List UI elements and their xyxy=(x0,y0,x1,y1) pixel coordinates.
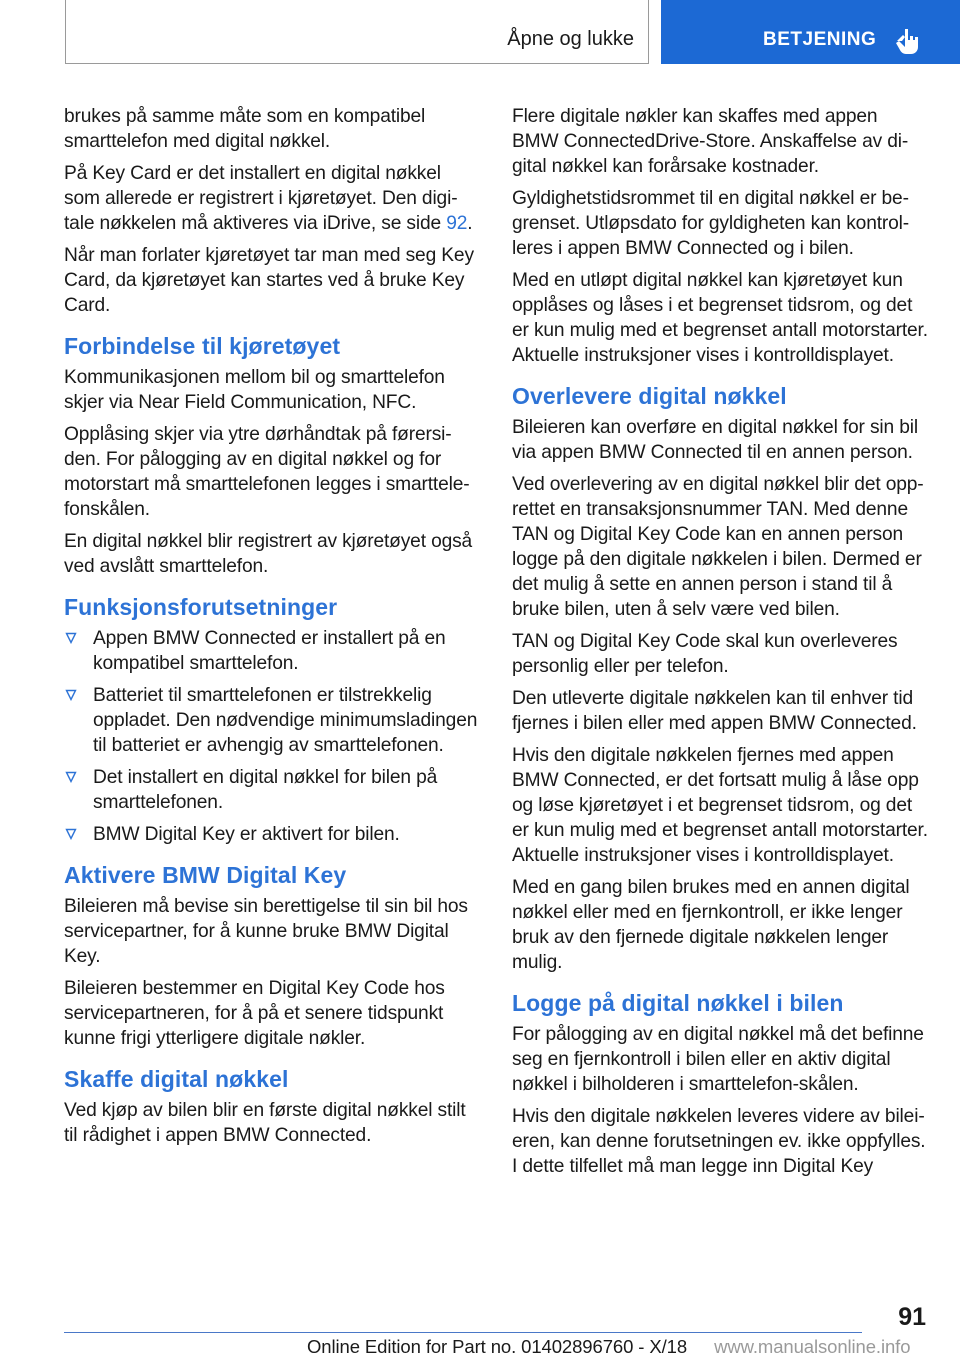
paragraph: Bileieren må bevise sin berettigelse til sin bil hos servicepartner, for å kunne bruke BMW Digital Key. xyxy=(64,896,468,967)
paragraph: Bileieren bestemmer en Digital Key Code hos servicepartneren, for å på et senere tidspunkt kunne frigi ytterligere digitale nøkler. xyxy=(64,978,445,1049)
heading-funksjonsforutsetninger: Funksjonsforutsetninger xyxy=(64,594,338,620)
paragraph: Kommunikasjonen mellom bil og smarttelefon skjer via Near Field Communication, NFC. xyxy=(64,367,445,413)
list-item: Appen BMW Connected er installert på en kompatibel smarttelefon. xyxy=(64,626,480,676)
paragraph: brukes på samme måte som en kompatibel smarttelefon med digital nøkkel. xyxy=(64,106,426,152)
paragraph: Flere digitale nøkler kan skaffes med appen BMW ConnectedDrive-Store. Anskaffelse av digital nøkkel kan forårsake kostnader. xyxy=(512,106,909,177)
section-label: BETJENING xyxy=(763,29,877,50)
right-column xyxy=(512,104,928,1186)
paragraph: Med en utløpt digital nøkkel kan kjøretøyet kun opplåses og låses i et begrenset tidsrom, og det er kun mulig med et begrenset antall motorstarter. Aktuelle instruksjoner vises i kontrolldisplayet. xyxy=(512,270,928,366)
list-item: BMW Digital Key er aktivert for bilen. xyxy=(64,822,480,847)
paragraph: Hvis den digitale nøkkelen fjernes med appen BMW Connected, er det fortsatt mulig å låse opp og løse kjøretøyet i et begrenset tidsrom, og det er kun mulig med et begrenset antall motorstarter. Aktuelle instruksjoner vises i kontrolldisplayet. xyxy=(512,745,928,866)
chapter-header-tab xyxy=(65,0,649,64)
edition-footer: Online Edition for Part no. 01402896760 - X/18 www.manualsonline.info xyxy=(307,1336,911,1357)
heading-forbindelse: Forbindelse til kjøretøyet xyxy=(64,333,341,359)
paragraph: Når man forlater kjøretøyet tar man med seg Key Card, da kjøretøyet kan startes ved å bruke Key Card. xyxy=(64,245,474,316)
paragraph: En digital nøkkel blir registrert av kjøretøyet også ved avslått smarttelefon. xyxy=(64,531,473,577)
watermark: www.manualsonline.info xyxy=(714,1336,911,1357)
paragraph: For pålogging av en digital nøkkel må det befinne seg en fjernkontroll i bilen eller en aktiv digital nøkkel i bilholderen i smarttelefon-skålen. xyxy=(512,1024,924,1095)
paragraph-with-link: På Key Card er det installert en digital nøkkel som allerede er registrert i kjøretøyet. Den digitale nøkkelen må aktiveres via iDrive, se side 92. xyxy=(64,163,473,234)
paragraph: Ved overlevering av en digital nøkkel blir det opprettet en transaksjonsnummer TAN. Med denne TAN og Digital Key Code kan en annen person logge på den digitale nøkkelen i bilen. Dermed er det mulig å sette en annen person i stand til å bruke bilen, uten å selv være ved bilen. xyxy=(512,474,924,620)
requirements-list xyxy=(64,626,480,847)
triangle-bullet-icon xyxy=(65,771,77,783)
paragraph: Gyldighetstidsrommet til en digital nøkkel er begrenset. Utløpsdato for gyldigheten kan kontrolleres i appen BMW Connected og i bilen. xyxy=(512,188,910,259)
paragraph: Ved kjøp av bilen blir en første digital nøkkel stilt til rådighet i appen BMW Connected. xyxy=(64,1100,466,1146)
list-item: Det installert en digital nøkkel for bilen på smarttelefonen. xyxy=(64,765,480,815)
chapter-title: Åpne og lukke xyxy=(507,28,634,50)
paragraph: Med en gang bilen brukes med en annen digital nøkkel eller med en fjernkontroll, er ikke lenger bruk av den fjernede digitale nøkkelen lenger mulig. xyxy=(512,877,910,973)
heading-overlevere: Overlevere digital nøkkel xyxy=(512,383,787,409)
left-column xyxy=(64,104,480,1155)
heading-aktivere: Aktivere BMW Digital Key xyxy=(64,862,347,888)
triangle-bullet-icon xyxy=(65,828,77,840)
triangle-bullet-icon xyxy=(65,689,77,701)
paragraph: Bileieren kan overføre en digital nøkkel for sin bil via appen BMW Connected til en annen person. xyxy=(512,417,918,463)
list-item: Batteriet til smarttelefonen er tilstrekkelig oppladet. Den nødvendige minimumsladingen til batteriet er avhengig av smarttelefonen. xyxy=(64,683,480,758)
paragraph: Hvis den digitale nøkkelen leveres videre av bileieren, kan denne forutsetningen ev. ikke oppfylles. I dette tilfellet må man legge inn Digital Key xyxy=(512,1106,926,1177)
triangle-bullet-icon xyxy=(65,632,77,644)
page-number: 91 xyxy=(898,1303,926,1331)
paragraph: Den utleverte digitale nøkkelen kan til enhver tid fjernes i bilen eller med appen BMW Connected. xyxy=(512,688,917,734)
paragraph: TAN og Digital Key Code skal kun overleveres personlig eller per telefon. xyxy=(512,631,898,677)
footer-divider xyxy=(64,1332,862,1333)
heading-skaffe: Skaffe digital nøkkel xyxy=(64,1066,289,1092)
paragraph: Opplåsing skjer via ytre dørhåndtak på førersiden. For pålogging av en digital nøkkel og for motorstart må smarttelefonen legges i smarttelefonskålen. xyxy=(64,424,470,520)
heading-logge: Logge på digital nøkkel i bilen xyxy=(512,990,844,1016)
page-reference-link[interactable]: 92 xyxy=(446,213,468,234)
hand-pointer-icon xyxy=(893,27,923,55)
